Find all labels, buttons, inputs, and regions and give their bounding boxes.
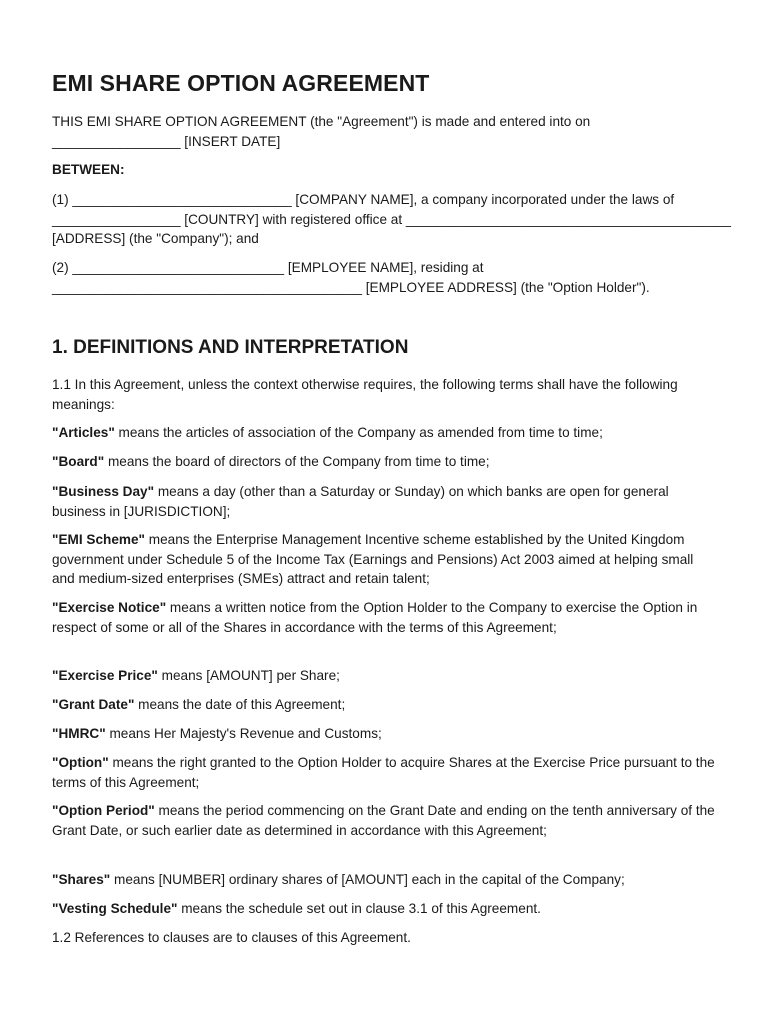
- definition-board: [52, 452, 718, 472]
- definition-emi-scheme: [52, 530, 718, 589]
- definition-vesting-schedule: [52, 899, 718, 919]
- definition-term: "Shares": [52, 872, 111, 887]
- definition-text: means a written notice from the Option Holder to the Company to exercise the Option in respect of some or all of the Shares in accordance with the terms of this Agreement;: [52, 600, 698, 635]
- definition-option-period: [52, 801, 718, 840]
- definition-text: means the date of this Agreement;: [134, 697, 346, 712]
- definition-text: means a day (other than a Saturday or Sunday) on which banks are open for general business in [JURISDICTION];: [52, 484, 669, 519]
- definition-term: "Exercise Notice": [52, 600, 167, 615]
- definition-term: "Option": [52, 755, 109, 770]
- definition-text: means the schedule set out in clause 3.1 of this Agreement.: [177, 901, 541, 916]
- definition-exercise-price: [52, 666, 718, 686]
- clause-1-2: 1.2 References to clauses are to clauses of this Agreement.: [52, 930, 411, 945]
- between-label: [52, 160, 718, 180]
- definition-term: "Vesting Schedule": [52, 901, 178, 916]
- party-1-paragraph: (1) _____________________________ [COMPANY NAME], a company incorporated under the laws of _________________ [COUNTRY] with registered office at ___________________________________________ [ADDRESS] (the "Company"); and: [52, 192, 731, 247]
- definition-text: means the right granted to the Option Holder to acquire Shares at the Exercise Price pursuant to the terms of this Agreement;: [52, 755, 715, 790]
- between-label-text: BETWEEN:: [52, 162, 125, 177]
- intro-paragraph: THIS EMI SHARE OPTION AGREEMENT (the "Agreement") is made and entered into on _________________ [INSERT DATE]: [52, 114, 591, 149]
- definition-hmrc: [52, 724, 718, 744]
- section-1-heading: 1. DEFINITIONS AND INTERPRETATION: [52, 337, 409, 358]
- definition-term: "Business Day": [52, 484, 155, 499]
- definition-exercise-notice: [52, 598, 718, 637]
- definition-grant-date: [52, 695, 718, 715]
- definition-text: means the period commencing on the Grant Date and ending on the tenth anniversary of the Grant Date, or such earlier date as determined in accordance with this Agreement;: [52, 803, 715, 838]
- definition-term: "Articles": [52, 425, 115, 440]
- definition-term: "Grant Date": [52, 697, 135, 712]
- definition-shares: [52, 870, 732, 890]
- definition-text: means the board of directors of the Company from time to time;: [104, 454, 490, 469]
- party-2-paragraph: (2) ____________________________ [EMPLOYEE NAME], residing at _________________________________________ [EMPLOYEE ADDRESS] (the "Option Holder").: [52, 260, 650, 295]
- definition-text: means Her Majesty's Revenue and Customs;: [105, 726, 382, 741]
- definition-text: means [AMOUNT] per Share;: [157, 668, 340, 683]
- definition-term: "HMRC": [52, 726, 106, 741]
- definition-term: "EMI Scheme": [52, 532, 145, 547]
- clause-1-1: 1.1 In this Agreement, unless the context otherwise requires, the following terms shall have the following meanings:: [52, 377, 678, 412]
- definition-term: "Exercise Price": [52, 668, 158, 683]
- document-title: EMI SHARE OPTION AGREEMENT: [52, 70, 430, 96]
- definition-term: "Option Period": [52, 803, 155, 818]
- definition-option: [52, 753, 718, 792]
- definition-business-day: [52, 482, 718, 521]
- definition-articles: [52, 423, 718, 443]
- definition-text: means the articles of association of the Company as amended from time to time;: [114, 425, 603, 440]
- definition-text: means the Enterprise Management Incentive scheme established by the United Kingdom government under Schedule 5 of the Income Tax (Earnings and Pensions) Act 2003 aimed at helping small and medium-sized enterprises (SMEs) attract and retain talent;: [52, 532, 694, 587]
- definition-text: means [NUMBER] ordinary shares of [AMOUNT] each in the capital of the Company;: [110, 872, 625, 887]
- definition-term: "Board": [52, 454, 105, 469]
